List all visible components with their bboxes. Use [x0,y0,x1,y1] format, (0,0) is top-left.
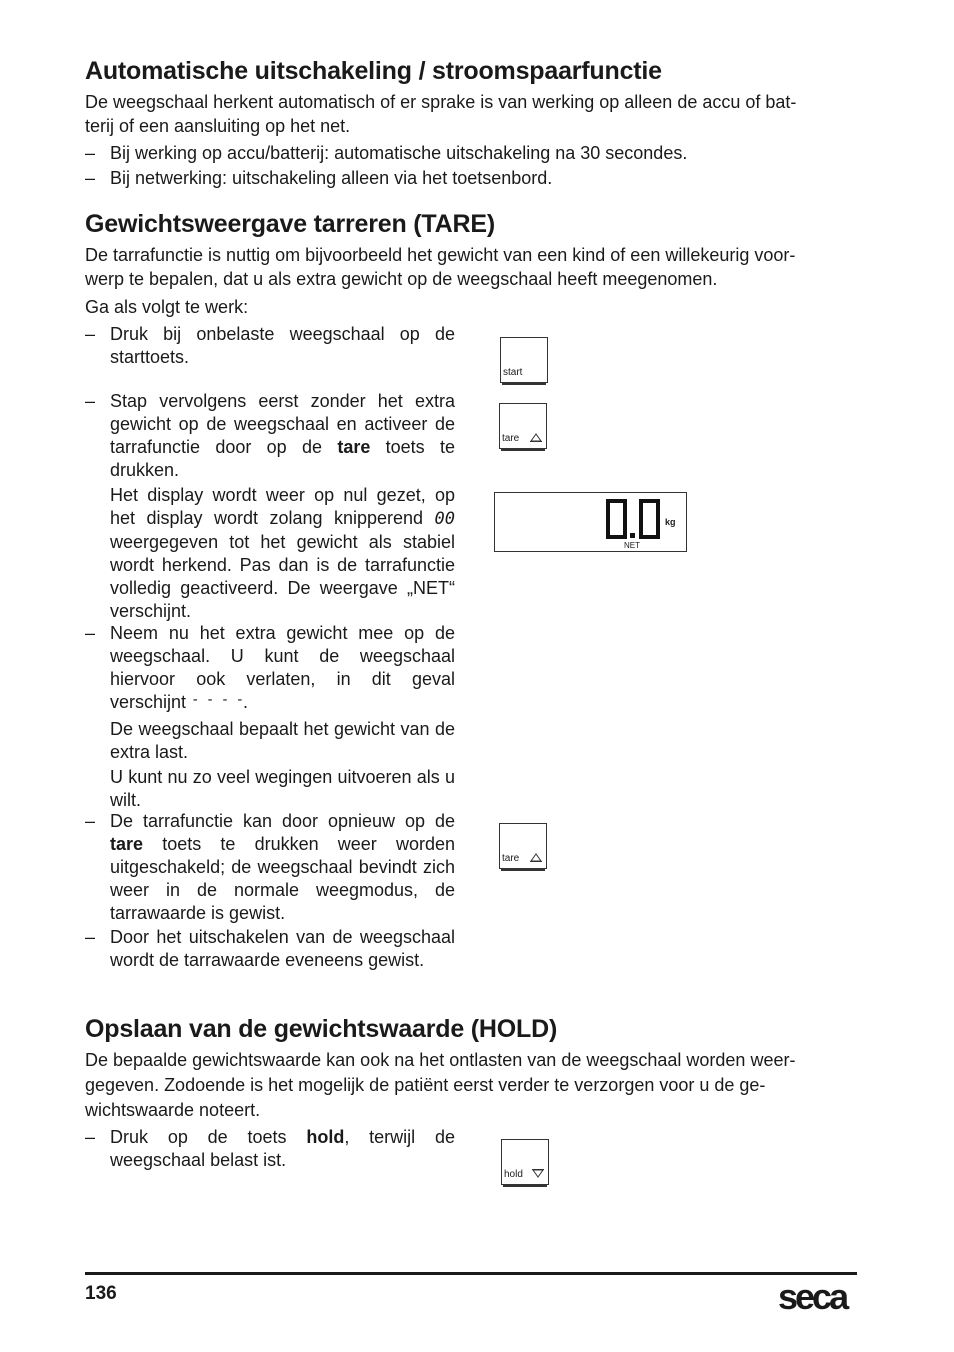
blink-zero-glyph: 00 [434,509,455,529]
triangle-down-icon [532,1169,544,1178]
list-item [85,323,455,369]
dashes-glyph: - - - - [191,692,244,708]
tare-key-label: tare [502,853,520,864]
list-item-text: U kunt nu zo veel wegingen uitvoeren als u wilt. [110,767,455,810]
section-intro-line: De bepaalde gewichtswaarde kan ook na het ontlasten van de weegschaal worden weer- [85,1050,796,1070]
triangle-up-icon [530,853,542,862]
section-title-auto-off: Automatische uitschakeling / stroomspaarfunctie [85,57,662,85]
seca-logo: seca [778,1276,847,1317]
list-item [85,390,455,623]
list-item [85,926,455,972]
start-key[interactable] [500,337,548,383]
tare-key-label: tare [502,433,520,444]
list-item-text: Het display wordt weer op nul gezet, op het display wordt zolang knipperend 00 weergegeven tot het gewicht als stabiel wordt herkend. Pas dan is de tarrafunctie volledig geactiveerd. De weergave „NET“ verschijnt. [110,485,455,621]
list-item-text: Neem nu het extra gewicht mee op de weegschaal. U kunt de weegschaal hiervoor ook verlaten, in dit geval verschijnt - - - -. [110,623,455,712]
seven-segment-zero-icon [605,498,665,540]
list-dash: – [85,927,96,947]
section-intro-line: gegeven. Zodoende is het mogelijk de patiënt eerst verder te verzorgen voor u de ge- [85,1075,766,1095]
tare-key[interactable] [499,823,547,869]
list-item-text: De tarrafunctie kan door opnieuw op de tare toets te drukken weer worden uitgeschakeld; de weegschaal bevindt zich weer in de normale weegmodus, de tarrawaarde is gewist. [110,811,455,923]
list-item [85,622,455,812]
section-intro-line: terij of een aansluiting op het net. [85,116,351,136]
section-title-hold: Opslaan van de gewichtswaarde (HOLD) [85,1015,558,1043]
scale-display [494,492,687,552]
list-item-text: Druk op de toets hold, terwijl de weegschaal belast ist. [110,1127,456,1170]
list-item-text: Door het uitschakelen van de weegschaal wordt de tarrawaarde eveneens gewist. [110,927,455,970]
display-unit: kg [665,517,676,527]
list-dash: – [85,168,96,188]
list-dash: – [85,391,96,411]
footer-divider [85,1272,857,1275]
list-dash: – [85,1127,96,1147]
list-dash: – [85,811,96,831]
list-item [85,1126,455,1172]
hold-key-label: hold [504,1169,523,1180]
list-item-text: Bij netwerking: uitschakeling alleen via het toetsenbord. [110,168,553,188]
list-item-text: Stap vervolgens eerst zonder het extra gewicht op de weegschaal en activeer de tarrafunctie door op de tare toets te drukken. [110,391,455,480]
section-intro-line: werp te bepalen, dat u als extra gewicht op de weegschaal heeft meegenomen. [85,269,718,289]
hold-key[interactable] [501,1139,549,1185]
page-number: 136 [85,1283,117,1304]
section-title-tare: Gewichtsweergave tarreren (TARE) [85,210,495,238]
tare-keyword: tare [337,437,371,457]
display-net: NET [624,541,640,550]
tare-key[interactable] [499,403,547,449]
hold-keyword: hold [306,1127,345,1147]
list-item [85,810,455,925]
list-item-text: Druk bij onbelaste weegschaal op de starttoets. [110,324,455,367]
list-dash: – [85,143,96,163]
list-dash: – [85,623,96,643]
triangle-up-icon [530,433,542,442]
list-dash: – [85,324,96,344]
section-intro-line: De tarrafunctie is nuttig om bijvoorbeeld het gewicht van een kind of een willekeurig voor- [85,245,796,265]
section-intro-line: wichtswaarde noteert. [85,1100,261,1120]
steps-intro: Ga als volgt te werk: [85,297,249,317]
list-item-text: Bij werking op accu/batterij: automatische uitschakeling na 30 secondes. [110,143,688,163]
start-key-label: start [503,367,523,378]
list-item-text: De weegschaal bepaalt het gewicht van de extra last. [110,719,455,762]
section-intro-line: De weegschaal herkent automatisch of er sprake is van werking op alleen de accu of bat- [85,92,797,112]
tare-keyword: tare [110,834,144,854]
